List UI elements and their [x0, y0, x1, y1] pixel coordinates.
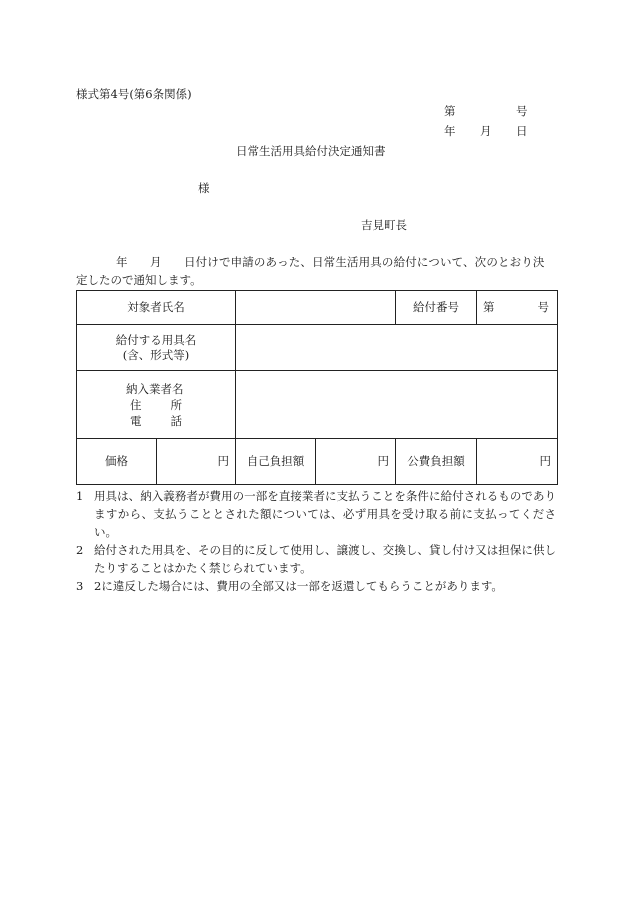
note-item [76, 577, 556, 595]
self-pay-field[interactable] [316, 439, 396, 485]
body-month: 月 [150, 255, 162, 269]
price-unit: 円 [217, 454, 229, 468]
note-number: 3 [76, 579, 84, 593]
note-number: 1 [76, 489, 84, 503]
benefit-number-suffix: 号 [537, 300, 549, 314]
notes-list [76, 487, 556, 595]
benefit-number-label [396, 291, 477, 325]
benefit-number-label-text: 給付番号 [413, 300, 459, 314]
price-field[interactable] [157, 439, 236, 485]
date-day: 日 [516, 124, 528, 138]
note-text: 用具は、納入義務者が費用の一部を直接業者に支払うことを条件に給付されるものでありますから、支払うこととされた額については、必ず用具を受け取る前に支払ってください。 [94, 489, 556, 539]
body-year: 年 [116, 255, 128, 269]
recipient-name-field[interactable] [236, 291, 396, 325]
equipment-name-label-line2: (含、形式等) [122, 347, 190, 362]
benefit-number-prefix: 第 [483, 300, 495, 314]
benefit-table [76, 290, 558, 485]
issuer-name: 吉見町長 [361, 218, 407, 232]
supplier-field[interactable] [236, 371, 558, 439]
equipment-name-label-line1: 給付する用具名 [115, 332, 197, 347]
body-text-line1: 日付けで申請のあった、日常生活用具の給付について、次のとおり決 [184, 255, 545, 269]
public-pay-field[interactable] [477, 439, 558, 485]
date-month: 月 [480, 124, 492, 138]
equipment-name-field[interactable] [236, 325, 558, 371]
doc-number-suffix: 号 [516, 104, 528, 118]
supplier-label [77, 371, 236, 439]
benefit-number-field[interactable] [477, 291, 558, 325]
supplier-phone-label-b: 話 [170, 413, 182, 428]
doc-number-prefix: 第 [444, 104, 456, 118]
price-label [77, 439, 157, 485]
equipment-name-label [77, 325, 236, 371]
form-label: 様式第4号(第6条関係) [76, 87, 192, 101]
document-title: 日常生活用具給付決定通知書 [236, 144, 386, 158]
supplier-address-label-b: 所 [170, 397, 182, 412]
public-pay-label-text: 公費負担額 [407, 454, 465, 468]
note-item [76, 487, 556, 541]
body-text-line2: 定したので通知します。 [76, 273, 202, 287]
note-text: 2に違反した場合には、費用の全部又は一部を返還してもらうことがあります。 [94, 579, 503, 593]
self-pay-label-text: 自己負担額 [246, 454, 305, 468]
note-text: 給付された用具を、その目的に反して使用し、譲渡し、交換し、貸し付け又は担保に供したりすることはかたく禁じられています。 [94, 543, 556, 575]
supplier-address-label-a: 住 [130, 397, 142, 412]
note-number: 2 [76, 543, 84, 557]
note-item [76, 541, 556, 577]
public-pay-label [396, 439, 477, 485]
recipient-name-label [77, 291, 236, 325]
public-pay-unit: 円 [539, 454, 551, 468]
price-label-text: 価格 [105, 454, 128, 468]
supplier-phone-label-a: 電 [130, 413, 142, 428]
supplier-name-label: 納入業者名 [126, 381, 184, 396]
self-pay-unit: 円 [377, 454, 389, 468]
date-year: 年 [444, 124, 456, 138]
recipient-name-label-text: 対象者氏名 [127, 300, 185, 314]
addressee-suffix: 様 [198, 181, 210, 195]
self-pay-label [236, 439, 316, 485]
